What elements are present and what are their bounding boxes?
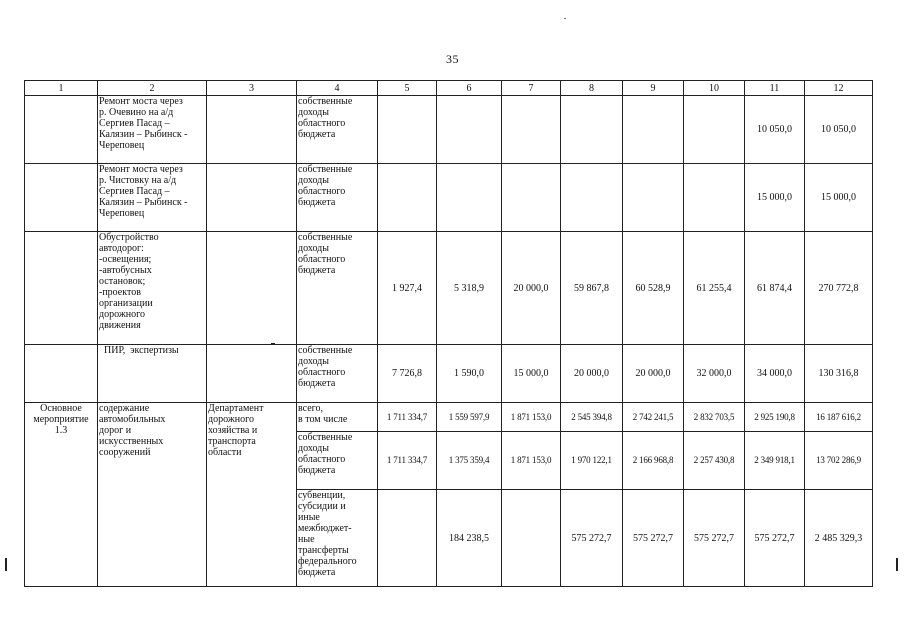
cell-value: 34 000,0 (745, 345, 805, 403)
cell-value (437, 96, 502, 164)
header-col-5: 5 (378, 81, 437, 96)
header-col-10: 10 (684, 81, 745, 96)
cell-value: 10 050,0 (805, 96, 873, 164)
cell-value: 7 726,8 (378, 345, 437, 403)
cell-value: 2 257 430,8 (684, 432, 745, 490)
header-col-2: 2 (98, 81, 207, 96)
scan-mark-left (5, 558, 7, 571)
cell-value: 16 187 616,2 (805, 403, 873, 432)
header-col-1: 1 (25, 81, 98, 96)
cell-value: 2 925 190,8 (745, 403, 805, 432)
table-row (25, 96, 873, 164)
cell-value: 2 166 968,8 (623, 432, 684, 490)
cell-value: 1 711 334,7 (378, 403, 437, 432)
cell-value: 5 318,9 (437, 232, 502, 345)
cell-value: 59 867,8 (561, 232, 623, 345)
cell-value: 575 272,7 (561, 490, 623, 587)
cell-source: всего, в том числе (297, 403, 378, 432)
cell-source: собственные доходы областного бюджета (297, 96, 378, 164)
cell-value: 60 528,9 (623, 232, 684, 345)
header-col-6: 6 (437, 81, 502, 96)
cell-executor (207, 164, 297, 232)
header-col-11: 11 (745, 81, 805, 96)
cell-value: 1 970 122,1 (561, 432, 623, 490)
cell-value: 13 702 286,9 (805, 432, 873, 490)
cell-value: 130 316,8 (805, 345, 873, 403)
cell-value (378, 96, 437, 164)
table-row (25, 164, 873, 232)
cell-value: 10 050,0 (745, 96, 805, 164)
cell-value: 15 000,0 (745, 164, 805, 232)
cell-name: Ремонт моста через р. Чистовку на а/д Сергиев Пасад – Калязин – Рыбинск - Череповец (98, 164, 207, 232)
cell-main-executor: Департамент дорожного хозяйства и транспорта области (207, 403, 297, 587)
cell-value (502, 164, 561, 232)
cell-value: 32 000,0 (684, 345, 745, 403)
cell-value: 270 772,8 (805, 232, 873, 345)
cell-value (437, 164, 502, 232)
cell-value: 575 272,7 (623, 490, 684, 587)
header-col-7: 7 (502, 81, 561, 96)
cell-source: собственные доходы областного бюджета (297, 432, 378, 490)
cell-value: 20 000,0 (502, 232, 561, 345)
header-col-3: 3 (207, 81, 297, 96)
cell-value (561, 96, 623, 164)
cell-value: 2 349 918,1 (745, 432, 805, 490)
cell-value (623, 96, 684, 164)
cell-source: собственные доходы областного бюджета (297, 232, 378, 345)
cell-value: 1 871 153,0 (502, 403, 561, 432)
cell-value (378, 164, 437, 232)
header-col-12: 12 (805, 81, 873, 96)
header-col-4: 4 (297, 81, 378, 96)
cell-value: 15 000,0 (502, 345, 561, 403)
page-number: 35 (446, 52, 459, 66)
scan-dot-top (564, 18, 566, 19)
cell-executor (207, 96, 297, 164)
cell-value: 1 871 153,0 (502, 432, 561, 490)
cell-value (623, 164, 684, 232)
scan-mark-right (896, 558, 898, 571)
cell-value: 1 375 359,4 (437, 432, 502, 490)
cell-name: Ремонт моста через р. Очевино на а/д Сергиев Пасад – Калязин – Рыбинск - Череповец (98, 96, 207, 164)
cell-value (684, 164, 745, 232)
table-row (25, 232, 873, 345)
cell-value: 1 559 597,9 (437, 403, 502, 432)
cell-value: 1 590,0 (437, 345, 502, 403)
budget-table (24, 80, 873, 587)
cell-value: 575 272,7 (684, 490, 745, 587)
cell-name: Обустройство автодорог: -освещения; -автобусных остановок; -проектов организации дорожного движения (98, 232, 207, 345)
cell-value: 20 000,0 (561, 345, 623, 403)
table-row (25, 345, 873, 403)
cell-value (561, 164, 623, 232)
cell-value: 61 255,4 (684, 232, 745, 345)
cell-executor (207, 345, 297, 403)
cell-value: 15 000,0 (805, 164, 873, 232)
cell-value: 20 000,0 (623, 345, 684, 403)
cell-main-measure: Основное мероприятие 1.3 (25, 403, 98, 587)
cell-value: 1 711 334,7 (378, 432, 437, 490)
cell-measure (25, 232, 98, 345)
cell-value: 1 927,4 (378, 232, 437, 345)
cell-measure (25, 96, 98, 164)
cell-value: 2 742 241,5 (623, 403, 684, 432)
cell-value: 2 832 703,5 (684, 403, 745, 432)
table-row (25, 403, 873, 432)
cell-name: ПИР, экспертизы (98, 345, 207, 403)
cell-source: собственные доходы областного бюджета (297, 345, 378, 403)
cell-measure (25, 164, 98, 232)
cell-source: собственные доходы областного бюджета (297, 164, 378, 232)
cell-value: 2 545 394,8 (561, 403, 623, 432)
cell-value: 61 874,4 (745, 232, 805, 345)
cell-value: 184 238,5 (437, 490, 502, 587)
header-col-9: 9 (623, 81, 684, 96)
cell-executor (207, 232, 297, 345)
table-header (25, 81, 873, 96)
header-col-8: 8 (561, 81, 623, 96)
scan-dot-mid (271, 343, 275, 345)
cell-value (684, 96, 745, 164)
cell-value (502, 96, 561, 164)
cell-value: 575 272,7 (745, 490, 805, 587)
cell-value (502, 490, 561, 587)
cell-measure (25, 345, 98, 403)
cell-source: субвенции, субсидии и иные межбюджет- ные трансферты федерального бюджета (297, 490, 378, 587)
cell-main-name: содержание автомобильных дорог и искусственных сооружений (98, 403, 207, 587)
cell-value (378, 490, 437, 587)
cell-value: 2 485 329,3 (805, 490, 873, 587)
